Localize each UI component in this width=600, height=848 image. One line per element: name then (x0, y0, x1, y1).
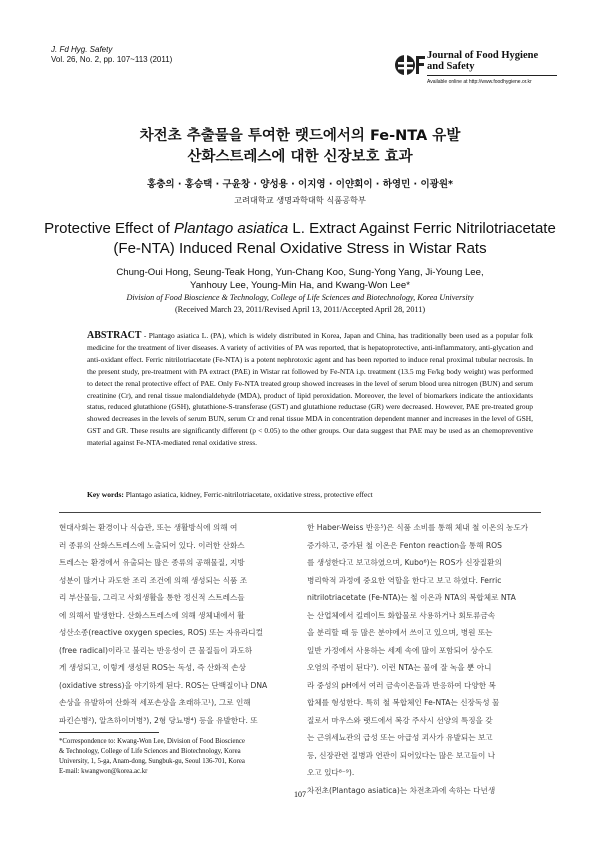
korean-authors: 홍충의 · 홍승택 · 구윤창 · 양성용 · 이지영 · 이얀회이 · 하영민 · 이광원* (147, 179, 453, 190)
body-line: 등, 신장관련 질병과 연관이 되어있다는 많은 보고들이 나 (307, 750, 496, 760)
body-line: 는 근위세뇨관의 급성 또는 아급성 괴사가 유발되는 보고 (307, 733, 493, 742)
journal-reference (51, 45, 172, 65)
korean-title-line2: 산화스트레스에 대한 신장보호 효과 (187, 149, 413, 165)
english-title-text: Protective Effect of Plantago asiatica L. Extract Against Ferric Nitrilotriacetate (44, 220, 556, 237)
body-line: 성산소종(reactive oxygen species, ROS) 또는 자유라디컬 (59, 628, 263, 637)
korean-title-line1: 차전초 추출물을 투여한 랫드에서의 Fe-NTA 유발 (139, 128, 461, 144)
body-line: (oxidative stress)을 야기하게 된다. ROS는 단백질이나 DNA (59, 680, 268, 690)
journal-title-line1: Journal of Food Hygiene (427, 50, 539, 61)
body-line: 트레스는 환경에서 유출되는 많은 종류의 공해물질, 지방 (59, 558, 245, 567)
english-title-line2: (Fe-NTA) Induced Renal Oxidative Stress in Wistar Rats (113, 240, 487, 257)
journal-title (427, 50, 538, 72)
english-division: Division of Food Bioscience & Technology, College of Life Sciences and Biotechnology, Korea University (126, 293, 474, 302)
body-line: 현대사회는 환경이나 식습관, 또는 생활방식에 의해 여 (59, 523, 238, 532)
english-title-line1 (0, 218, 600, 240)
received-dates: (Received March 23, 2011/Revised April 13, 2011/Accepted April 28, 2011) (174, 305, 426, 314)
abstract (87, 330, 533, 449)
body-line: (free radical)이라고 불리는 반응성이 큰 물질들이 과도하 (59, 645, 253, 655)
correspondence-footnote (59, 737, 299, 777)
body-line: 한 Haber-Weiss 반응⁵)은 식품 소비를 통해 체내 철 이온의 농도가 (307, 523, 529, 532)
body-line: 병리학적 과정에 중요한 역할을 한다고 보고 하였다. Ferric (307, 575, 502, 585)
body-line: 손상을 유발하여 산화적 세포손상을 초래하고¹), 그로 인해 (59, 698, 251, 707)
body-line: 일반 가정에서 사용하는 세제 속에 많이 포함되어 상수도 (307, 645, 493, 655)
body-line: 리 부산물들, 그리고 사회생활을 통한 정신적 스트레스들 (59, 593, 245, 602)
english-authors-line1: Chung-Oui Hong, Seung-Teak Hong, Yun-Chang Koo, Sung-Yong Yang, Ji-Young Lee, (116, 267, 484, 278)
english-authors-line2: Yanhouy Lee, Young-Min Ha, and Kwang-Won Lee* (190, 280, 410, 291)
keywords-text: Plantago asiatica, kidney, Ferric-nitrilotriacetate, oxidative stress, protective effect (125, 490, 373, 499)
body-line: 성분이 많거나 과도한 조리 조건에 의해 생성되는 식품 조 (59, 575, 248, 585)
footnote-rule (59, 732, 159, 733)
section-divider (59, 512, 541, 513)
body-line: 을 분리할 때 등 많은 분야에서 쓰이고 있으며, 병원 또는 (307, 628, 493, 637)
keywords (87, 490, 533, 500)
body-line: 합체를 형성한다. 특히 철 복합체인 Fe-NTA는 신장독성 물 (307, 698, 500, 707)
body-line: 증가하고, 증가된 철 이온은 Fenton reaction을 통해 ROS (307, 540, 502, 550)
footnote-line: & Technology, College of Life Sciences and Biotechnology, Korea (59, 748, 241, 755)
korean-affiliation: 고려대학교 생명과학대학 식품공학부 (234, 195, 366, 205)
body-left-column (59, 519, 296, 729)
body-right-column (307, 519, 541, 799)
body-line: 오염의 주범이 된다⁷). 이런 NTA는 물에 잘 녹을 뿐 아니 (307, 663, 492, 672)
abstract-text: - Plantago asiatica L. (PA), which is widely distributed in Korea, Japan and China, has traditionally been used as a popular folk medicine for the treatment of liver diseases. A variety of activities of PA was reported, that is hepatoprotective, anti-inflammatory, anti-glycation and anti-oxidant effect. Ferric nitrilotriacetate (Fe-NTA) is a potent nephrotoxic agent and has been reported to induce renal proximal tubular necrosis. In the present study, pre-treatment with PA extract (PAE) in Wistar rat followed by Fe-NTA i.p. treatment (13.5 mg Fe/kg body weight) was performed to detect the renal protective effect of PAE. Only Fe-NTA treated group showed increases in the level of serum blood urea nitrogen (BUN) and serum creatinine (Cr), and renal tissue malondialdehyde (MDA), product of lipid peroxidation. Moreover, the level of biomarkers indicate the antioxidants status, reduced glutathione (GSH), glutathione-S-transferase (GST) and glutathione reductase (GR) were decreased. However, PAE pre-treated group showed decreases in the levels of serum BUN, serum Cr and renal tissue MDA in concentration dependent manner and increases in the level of GSH, GST and GR. These results are significantly different (p < 0.05) to the other groups. Our data suggest that PAE may be used as an chemopreventive material against Fe-NTA-mediated renal oxidative stress. (87, 331, 533, 448)
body-line: 차전초(Plantago asiatica)는 차전초과에 속하는 다년생 (307, 785, 496, 795)
footnote-line: E-mail: kwangwon@korea.ac.kr (59, 768, 148, 775)
body-line: 를 생성한다고 보고하였으며, Kubo⁶)는 ROS가 신장질환의 (307, 558, 502, 567)
page-number: 107 (294, 790, 306, 799)
body-line: 는 산업체에서 킬레이트 화합물로 사용하거나 회토류금속 (307, 610, 496, 620)
body-line: 질로서 마우스와 랫드에서 복강 주사시 선양의 특징을 갖 (307, 715, 493, 725)
species-name: Plantago asiatica (173, 220, 289, 237)
footnote-line: *Correspondence to: Kwang-Won Lee, Division of Food Bioscience (59, 738, 245, 745)
journal-online-link[interactable]: Available online at http://www.foodhygiene.or.kr (427, 79, 532, 85)
journal-logo-icon (394, 50, 426, 80)
body-line: 게 생성되고, 이렇게 생성된 ROS는 독성, 즉 산화적 손상 (59, 663, 246, 672)
body-line: 러 종류의 산화스트레스에 노출되어 있다. 이러한 산화스 (59, 540, 245, 550)
body-line: nitrilotriacetate (Fe-NTA)는 철 이온과 NTA의 복합체로 NTA (307, 593, 516, 602)
journal-name: J. Fd Hyg. Safety (51, 45, 113, 54)
journal-header-rule (427, 75, 557, 76)
footnote-line: University, 1, 5-ga, Anam-dong, Sungbuk-gu, Seoul 136-701, Korea (59, 758, 245, 765)
journal-title-line2: and Safety (427, 61, 475, 72)
body-line: 라 중성의 pH에서 여러 금속이온들과 반응하여 다양한 복 (307, 680, 496, 690)
body-line: 에 의해서 발생한다. 산화스트레스에 의해 생체내에서 활 (59, 610, 245, 620)
body-line: 오고 있다⁸⁻⁹). (307, 768, 355, 777)
body-line: 파킨슨병²), 알츠하이머병³), 2형 당뇨병⁴) 등을 유발한다. 또 (59, 715, 258, 725)
keywords-label: Key words: (87, 490, 124, 499)
journal-volume: Vol. 26, No. 2, pp. 107~113 (2011) (51, 55, 173, 64)
abstract-label: ABSTRACT (87, 330, 142, 341)
